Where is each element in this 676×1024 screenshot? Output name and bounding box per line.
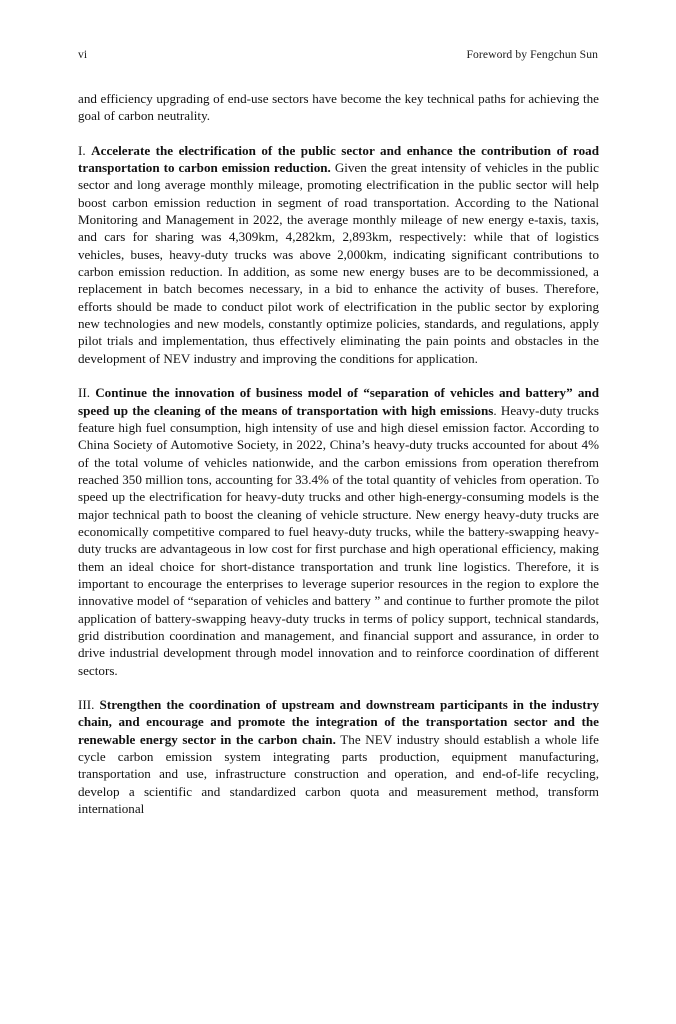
section-numeral: II. [78, 385, 91, 401]
section-numeral: III. [78, 697, 95, 712]
paragraph-section-ii [78, 384, 599, 679]
paragraph-body: and efficiency upgrading of end-use sectors have become the key technical paths for achieving the goal of carbon neutrality. [78, 91, 599, 124]
running-head-title: Foreword by Fengchun Sun [466, 48, 598, 61]
paragraph-body: . Heavy-duty trucks feature high fuel consumption, high intensity of use and high diesel emission factor. According to China Society of Automotive Society, in 2022, China’s heavy-duty trucks accounted for about 4% of the total volume of vehicles nationwide, and the carbon emissions from operation therefrom reached 350 million tons, accounting for 33.4% of the total quantity of vehicles from operation. To speed up the electrification for heavy-duty trucks and other high-energy-consuming models is the major technical path to boost the cleaning of vehicle structure. New energy heavy-duty trucks are economically competitive compared to fuel heavy-duty trucks, while the battery-swapping heavy-duty trucks are advantageous in low cost for first purchase and high operational efficiency, making them an ideal choice for short-distance transportation and trunk line logistics. Therefore, it is important to encourage the enterprises to leverage superior resources in the region to explore the innovative model of “separation of vehicles and battery ” and continue to further promote the pilot application of battery-swapping heavy-duty trucks in terms of policy support, technical standards, grid distribution coordination and management, and financial support and assurance, in order to drive industrial development through model innovation and to reinforce coordination of different sectors. [78, 402, 599, 678]
paragraph-body: Given the great intensity of vehicles in the public sector and long average monthly mileage, promoting electrification in the public sector will help boost carbon emission reduction in segment of road transportation. According to the National Monitoring and Management in 2022, the average monthly mileage of new energy e-taxis, taxis, and cars for sharing was 4,309km, 4,282km, 2,893km, respectively: while that of logistics vehicles, buses, heavy-duty trucks was above 2,000km, indicating significant contributions to carbon emission reduction. In addition, as some new energy buses are to be decommissioned, a replacement in batch becomes necessary, in a bid to enhance the activity of buses. Therefore, efforts should be made to conduct pilot work of electrification in the public sector by exploring new technologies and new models, constantly optimize policies, standards, and regulations, apply pilot trials and implementation, thus effectively eliminating the pain points and obstacles in the development of NEV industry and improving the conditions for application. [78, 160, 599, 366]
paragraph-section-iii [78, 696, 599, 817]
body-text-column [78, 90, 599, 817]
page-number: vi [78, 48, 88, 61]
section-lead-in: Strengthen the coordination of upstream and downstream participants in the industry chain, and encourage and promote the integration of the transportation sector and the renewable energy sector in the carbon chain. [78, 697, 599, 747]
section-numeral: I. [78, 142, 86, 158]
running-head [78, 48, 598, 62]
section-lead-in: Accelerate the electrification of the public sector and enhance the contribution of road transportation to carbon emission reduction. [78, 142, 599, 176]
paragraph-body: The NEV industry should establish a whole life cycle carbon emission system integrating parts production, equipment manufacturing, transportation and use, infrastructure construction and operation, and end-of-life recycling, develop a scientific and standardized carbon quota and measurement method, transform international [78, 731, 599, 817]
paragraph-continued [78, 90, 599, 125]
paragraph-section-i [78, 142, 599, 367]
section-lead-in: Continue the innovation of business model of “separation of vehicles and battery” and speed up the cleaning of the means of transportation with high emissions [78, 385, 599, 418]
